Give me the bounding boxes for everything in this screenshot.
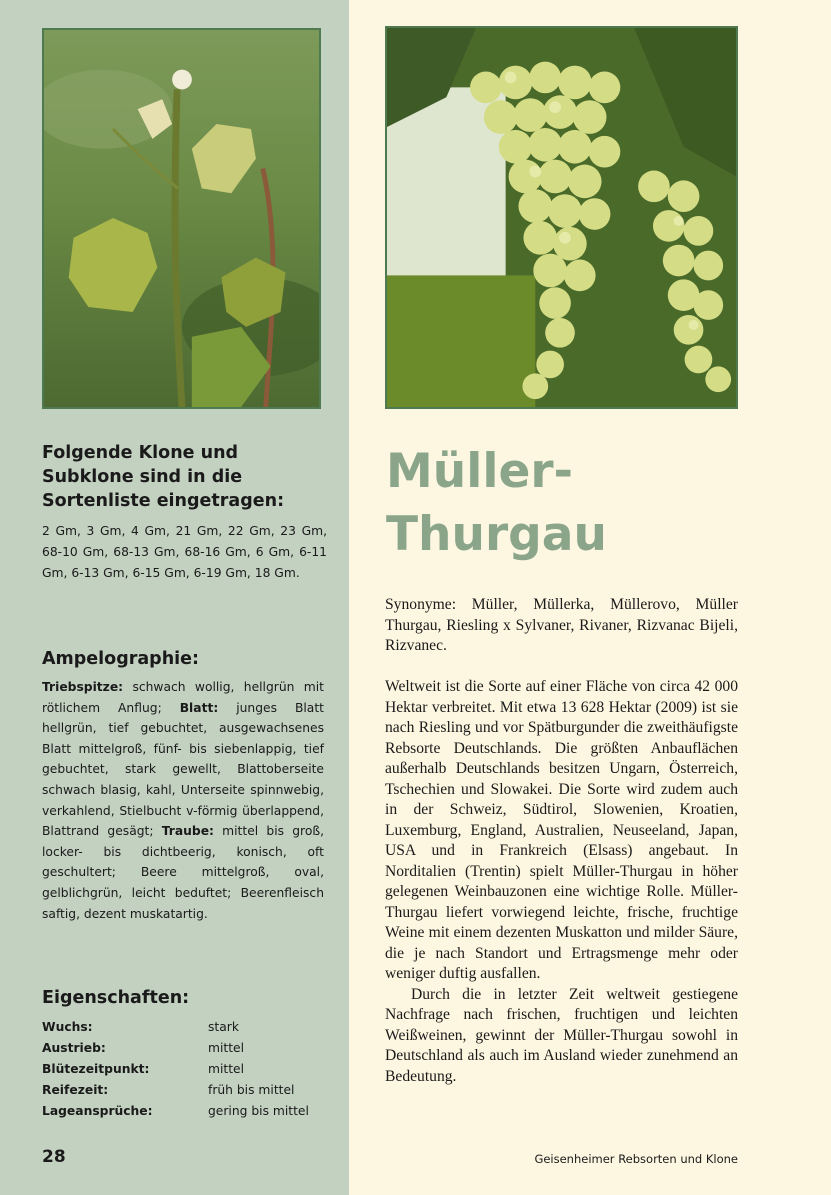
eigenschaften-heading: Eigenschaften: — [42, 988, 190, 1008]
page-number: 28 — [42, 1147, 66, 1167]
eigenschaften-row — [42, 1038, 342, 1059]
eigenschaften-row — [42, 1101, 342, 1122]
blatt-label: Blatt: — [179, 700, 219, 715]
clones-heading — [42, 441, 332, 513]
synonyms-paragraph: Synonyme: Müller, Müllerka, Müllerovo, Müller Thurgau, Riesling x Sylvaner, Rivaner, Rizvanac Bijeli, Rizvanec. — [385, 596, 738, 654]
vine-shoot-photo — [42, 28, 321, 409]
eigenschaften-label: Reifezeit: — [42, 1083, 109, 1097]
eigenschaften-label: Lageansprüche: — [42, 1104, 153, 1118]
eigenschaften-value: mittel — [208, 1041, 245, 1055]
eigenschaften-row — [42, 1059, 342, 1080]
eigenschaften-label: Austrieb: — [42, 1041, 106, 1055]
eigenschaften-value: gering bis mittel — [208, 1104, 309, 1118]
eigenschaften-row — [42, 1017, 342, 1038]
ampelographie-text — [42, 677, 324, 924]
clones-list: 2 Gm, 3 Gm, 4 Gm, 21 Gm, 22 Gm, 23 Gm, 68-10 Gm, 68-13 Gm, 68-16 Gm, 6 Gm, 6-11 Gm, 6-13 Gm, 6-15 Gm, 6-19 Gm, 18 Gm. — [42, 524, 327, 580]
body-paragraph: Durch die in letzter Zeit weltweit gestiegene Nachfrage nach frischen, fruchtigen und leichten Weißweinen, gewinnt der Müller-Thurgau sowohl in Deutschland als auch im Ausland wieder zunehmend an Bedeutung. — [385, 985, 738, 1085]
body-paragraph: Weltweit ist die Sorte auf einer Fläche von circa 42 000 Hektar verbreitet. Mit etwa 13 628 Hektar (2009) ist sie nach Riesling und vor Spätburgunder die zweithäufigste Rebsorte Deutschlands. Die größten Anbauflächen außerhalb Deutschlands besitzen Ungarn, Österreich, Tschechien und Slowakei. Die Sorte wird zudem auch in der Schweiz, Südtirol, Slowenien, Kroatien, Luxemburg, England, Australien, Neuseeland, Japan, USA und in Frankreich (Elsass) angebaut. In Norditalien (Trentin) spielt Müller-Thurgau in höher gelegenen Weinbauzonen eine wichtige Rolle. Müller-Thurgau liefert vorwiegend leichte, frische, fruchtige Weine mit einem dezenten Muskatton und milder Säure, die je nach Standort und Ertragsmenge mehr oder weniger duftig ausfallen. — [385, 678, 738, 982]
ampelographie-heading: Ampelographie: — [42, 649, 200, 669]
title-line: Thurgau — [386, 507, 607, 562]
eigenschaften-label: Blütezeitpunkt: — [42, 1062, 150, 1076]
body-text — [385, 677, 738, 1087]
traube-text: mittel bis groß, locker- bis dichtbeerig, konisch, oft geschultert; Beere mittelgroß, oval, gelblichgrün, leicht beduftet; Beerenfleisch saftig, dezent muskatartig. — [42, 824, 324, 921]
eigenschaften-value: stark — [208, 1020, 239, 1034]
triebspitze-label: Triebspitze: — [42, 680, 124, 694]
grape-cluster-photo — [385, 26, 738, 409]
eigenschaften-label: Wuchs: — [42, 1020, 93, 1034]
eigenschaften-value: mittel — [208, 1062, 245, 1076]
page-title — [386, 440, 607, 566]
eigenschaften-value: früh bis mittel — [208, 1083, 295, 1097]
triebspitze-text: schwach wollig, hellgrün mit rötlichem Anflug; — [42, 680, 324, 715]
eigenschaften-row — [42, 1080, 342, 1101]
title-line: Müller- — [386, 444, 574, 499]
eigenschaften-table — [42, 1017, 342, 1122]
blatt-text: junges Blatt hellgrün, tief gebuchtet, ausgewachsenes Blatt mittelgroß, fünf- bis siebenlappig, tief gebuchtet, stark gewellt, Blattoberseite schwach blasig, kahl, Unterseite spinnwebig, verkahlend, Stielbucht v-förmig überlappend, Blattrand gesägt; — [42, 700, 324, 839]
clones-heading-line: Sortenliste eingetragen: — [42, 491, 285, 511]
clones-heading-line: Subklone sind in die — [42, 467, 243, 487]
traube-label: Traube: — [161, 824, 214, 839]
clones-heading-line: Folgende Klone und — [42, 443, 239, 463]
footer-text: Geisenheimer Rebsorten und Klone — [534, 1152, 738, 1166]
